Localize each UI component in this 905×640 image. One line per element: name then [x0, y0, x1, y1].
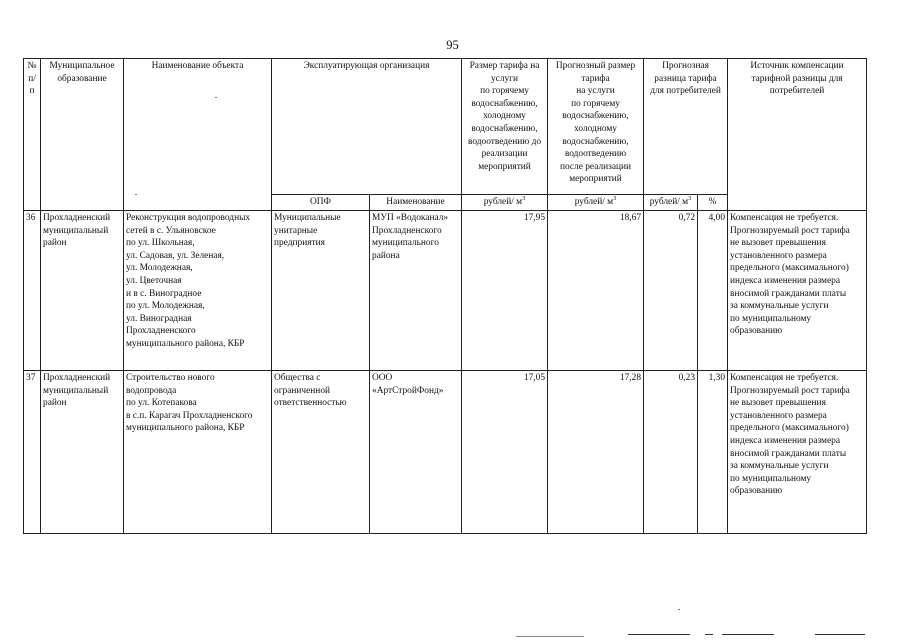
row-forecast: 17,28 [548, 371, 644, 534]
header-object-name: Наименование объекта [124, 59, 272, 211]
scan-artifact-line [815, 634, 865, 635]
header-unit-diff [644, 195, 698, 211]
row-source: Компенсация не требуется. Прогнозируемый рост тарифа не вызовет превышения установленного размера предельного (максимального) индекса изменения размера вносимой гражданами платы за коммунальные услуги по муниципальному образованию [728, 371, 867, 534]
row-municipality: Прохладненский муниципальный район [41, 211, 124, 371]
scan-artifact-dot [678, 609, 680, 610]
table-row [24, 211, 867, 371]
header-compensation-source: Источник компенсации тарифной разницы для потребителей [728, 59, 867, 211]
row-tariff: 17,05 [462, 371, 548, 534]
scan-artifact-line [722, 634, 774, 635]
row-diff-rub: 0,23 [644, 371, 698, 534]
row-org: ООО «АртСтройФонд» [370, 371, 462, 534]
unit-text: рублей/ м [649, 197, 689, 208]
header-unit-pct: % [698, 195, 728, 211]
row-diff-rub: 0,72 [644, 211, 698, 371]
header-opf: ОПФ [272, 195, 370, 211]
header-unit-tariff [462, 195, 548, 211]
unit-superscript: 3 [613, 195, 617, 203]
table-row [24, 371, 867, 534]
row-object: Реконструкция водопроводных сетей в с. Ульяновское по ул. Школьная, ул. Садовая, ул. Зеленая, ул. Молодежная, ул. Цветочная и в с. Виноградное по ул. Молодежная, ул. Виноградная Прохладненского муниципального района, КБР [124, 211, 272, 371]
unit-text: рублей/ м [574, 197, 614, 208]
scan-artifact-dot [215, 97, 217, 98]
unit-text: рублей/ м [483, 197, 523, 208]
header-tariff-size: Размер тарифа на услуги по горячему водоснабжению, холодному водоснабжению, водоотведению до реализации мероприятий [462, 59, 548, 195]
header-num: № п/п [24, 59, 41, 211]
header-forecast-tariff: Прогнозный размер тарифа на услуги по горячему водоснабжению, холодному водоснабжению, водоотведению после реализации мероприятий [548, 59, 644, 195]
unit-superscript: 3 [688, 195, 692, 203]
row-opf: Общества с ограниченной ответственностью [272, 371, 370, 534]
row-num: 37 [24, 371, 41, 534]
page-number: 95 [446, 38, 459, 52]
header-unit-forecast [548, 195, 644, 211]
scan-artifact-line [705, 634, 713, 635]
header-municipality: Муниципальное образование [41, 59, 124, 211]
row-forecast: 18,67 [548, 211, 644, 371]
tariff-table [23, 58, 867, 534]
row-municipality: Прохладненский муниципальный район [41, 371, 124, 534]
header-org-name: Наименование [370, 195, 462, 211]
row-num: 36 [24, 211, 41, 371]
row-tariff: 17,95 [462, 211, 548, 371]
header-forecast-diff: Прогнозная разница тарифа для потребителей [644, 59, 728, 195]
row-diff-pct: 4,00 [698, 211, 728, 371]
unit-superscript: 3 [522, 195, 526, 203]
scan-artifact-line [516, 636, 584, 637]
scan-artifact-line [628, 634, 690, 635]
scan-artifact-dot [135, 194, 137, 195]
row-opf: Муниципальные унитарные предприятия [272, 211, 370, 371]
header-row [24, 59, 867, 195]
row-source: Компенсация не требуется. Прогнозируемый рост тарифа не вызовет превышения установленного размера предельного (максимального) индекса изменения размера вносимой гражданами платы за коммунальные услуги по муниципальному образованию [728, 211, 867, 371]
row-object: Строительство нового водопровода по ул. Котепакова в с.п. Карагач Прохладненского муниципального района, КБР [124, 371, 272, 534]
row-diff-pct: 1,30 [698, 371, 728, 534]
header-operator: Эксплуатирующая организация [272, 59, 462, 195]
row-org: МУП «Водоканал» Прохладненского муниципального района [370, 211, 462, 371]
